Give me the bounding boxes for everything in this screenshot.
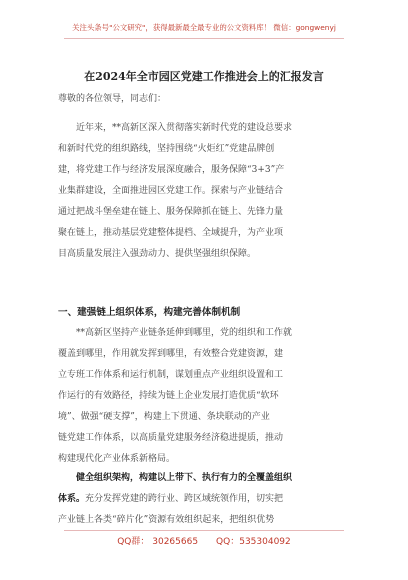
paragraph-line: 产业链上各类“碎片化”资源有效组织起来，把组织优势	[58, 515, 275, 525]
paragraph-line: 业集群建设，全面推进园区党建工作。探索与产业链结合	[58, 186, 284, 196]
paragraph-line	[58, 468, 354, 489]
paragraph-line: 近年来，**高新区深入贯彻落实新时代党的建设总要求	[76, 123, 293, 133]
paragraph-intro	[58, 118, 354, 265]
bold-lead: 健全组织架构，构建以上带下、执行有力的全覆盖组织	[76, 473, 293, 483]
paragraph-line: 建，将党建工作与经济发展深度融合，服务保障“3+3”产	[58, 165, 285, 175]
paragraph-line: 链党建工作体系，以高质量党建服务经济稳进提质，推动	[58, 433, 284, 443]
paragraph-line: 作运行的有效路径，持续为链上企业发展打造优质“软环	[58, 391, 279, 401]
paragraph-line: 目高质量发展注入强劲动力、提供坚强组织保障。	[58, 249, 257, 259]
salutation: 尊敬的各位领导，同志们：	[58, 94, 167, 104]
footer-contact: QQ群： 30265665 QQ：535304092	[117, 537, 291, 547]
paragraph-line: 和新时代党的组织路线，坚持围绕“火炬红”党建品牌创	[58, 144, 275, 154]
section-heading: 一、建强链上组织体系，构建完善体制机制	[58, 307, 241, 318]
bold-lead: 体系。	[58, 494, 86, 504]
paragraph-section1	[58, 323, 354, 470]
header-banner: 关注头条号"公文研究"，获得最新最全最专业的公文资料库！ 微信：gongwenyj	[72, 23, 336, 32]
paragraph-line: 覆盖到哪里，作用就发挥到哪里，有效整合党建资源，建	[58, 349, 284, 359]
footer-divider	[64, 530, 344, 531]
paragraph-text: 充分发挥党建的跨行业、跨区域统领作用，切实把	[85, 494, 284, 504]
header-divider	[64, 38, 344, 39]
paragraph-line: 境”、做强“硬支撑”，构建上下贯通、条块联动的产业	[58, 412, 270, 422]
paragraph-line: 通过把战斗堡垒建在链上、服务保障抓在链上、先锋力量	[58, 207, 284, 217]
paragraph-line: 构建现代化产业体系新格局。	[58, 454, 176, 464]
paragraph-organization	[58, 468, 354, 531]
paragraph-line: 聚在链上，推动基层党建整体提档、全域提升，为产业项	[58, 228, 284, 238]
document-title: 在2024年全市园区党建工作推进会上的汇报发言	[84, 70, 324, 83]
paragraph-line: **高新区坚持产业链条延伸到哪里，党的组织和工作就	[76, 328, 293, 338]
paragraph-line: 立专班工作体系和运行机制，谋划重点产业组织设置和工	[58, 370, 284, 380]
paragraph-line	[58, 489, 354, 510]
